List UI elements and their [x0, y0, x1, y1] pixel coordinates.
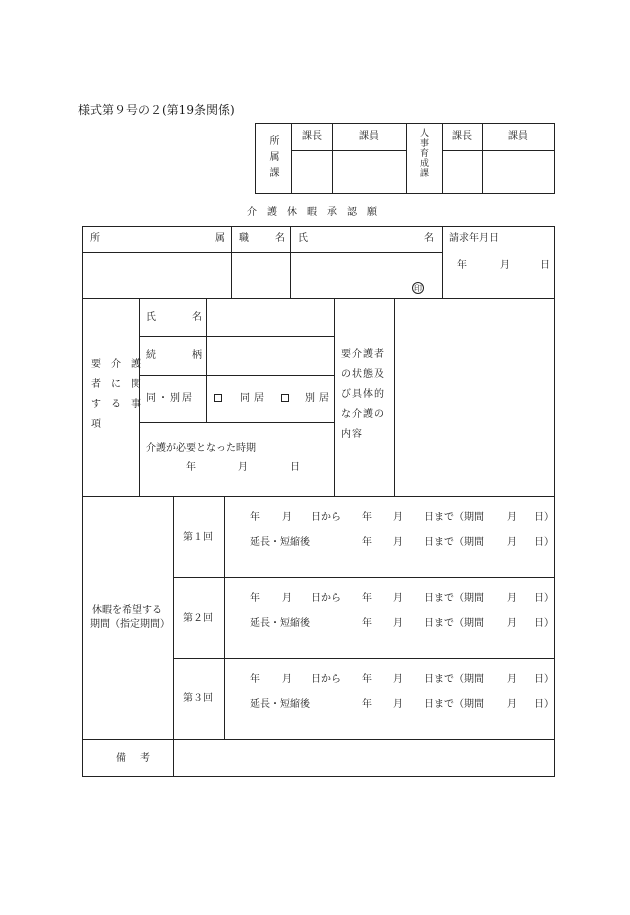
- divider: [394, 298, 395, 496]
- r3-tsuki: 月: [282, 674, 292, 685]
- r2-tsuki2: 月: [393, 593, 403, 604]
- kacho-label: 課長: [302, 131, 322, 142]
- divider: [82, 496, 555, 497]
- r1-ext-tsuki: 月: [393, 537, 403, 548]
- r3-ext-close: 日）: [534, 699, 554, 710]
- divider: [173, 658, 555, 659]
- r3-from: 日から: [311, 674, 341, 685]
- r3-tsuki2: 月: [393, 674, 403, 685]
- divider: [291, 123, 292, 194]
- divider: [139, 298, 140, 496]
- divider: [206, 298, 207, 422]
- name-label-a: 氏: [146, 312, 156, 323]
- kacho-label: 課長: [452, 131, 472, 142]
- option-separate: 別居: [305, 393, 333, 404]
- r2-extension: 延長・短縮後: [250, 618, 310, 629]
- r3-nen: 年: [250, 674, 260, 685]
- option-same: 同居: [240, 393, 268, 404]
- r2-tsuki3: 月: [507, 593, 517, 604]
- care-subject-label-2: 者 に 関: [91, 379, 141, 390]
- r1-ext-close: 日）: [534, 537, 554, 548]
- relation-label-b: 柄: [192, 350, 202, 361]
- divider: [291, 150, 406, 151]
- divider: [290, 226, 291, 298]
- since-nen: 年: [186, 462, 196, 473]
- r2-close: 日）: [534, 593, 554, 604]
- kain-label: 課員: [359, 131, 379, 142]
- r3-until: 日まで（期間: [424, 674, 484, 685]
- r1-close: 日）: [534, 512, 554, 523]
- state-label-3: び具体的: [341, 389, 385, 400]
- divider: [139, 422, 334, 423]
- shozoku-label: 所: [90, 233, 100, 244]
- main-form-frame: [82, 226, 555, 777]
- state-label-5: 内容: [341, 429, 363, 440]
- care-subject-label-3: す る 事: [91, 399, 141, 410]
- r1-tsuki2: 月: [393, 512, 403, 523]
- r3-extension: 延長・短縮後: [250, 699, 310, 710]
- checkbox-separate[interactable]: [281, 394, 289, 402]
- divider: [334, 298, 335, 496]
- state-label-4: な介護の: [341, 409, 385, 420]
- shoku-label: 職: [239, 233, 249, 244]
- date-hi: 日: [540, 260, 550, 271]
- checkbox-same[interactable]: [214, 394, 222, 402]
- r2-nen2: 年: [362, 593, 372, 604]
- divider: [82, 298, 555, 299]
- period-label-2: 期間（指定期間）: [90, 619, 170, 630]
- divider: [173, 577, 555, 578]
- date-nen: 年: [457, 260, 467, 271]
- r2-ext-tsuki: 月: [393, 618, 403, 629]
- r2-ext-nen: 年: [362, 618, 372, 629]
- r2-from: 日から: [311, 593, 341, 604]
- r3-ext-nen: 年: [362, 699, 372, 710]
- r2-tsuki: 月: [282, 593, 292, 604]
- relation-label-a: 続: [146, 350, 156, 361]
- divider: [442, 123, 443, 194]
- divider: [406, 123, 407, 194]
- r3-close: 日）: [534, 674, 554, 685]
- kain-label: 課員: [508, 131, 528, 142]
- r1-tsuki: 月: [282, 512, 292, 523]
- divider: [139, 375, 334, 376]
- round-2-label: 第２回: [183, 613, 213, 624]
- shoku-mei-label: 名: [275, 233, 285, 244]
- r3-tsuki3: 月: [507, 674, 517, 685]
- divider: [442, 226, 443, 298]
- shimei-mei-label: 名: [424, 233, 434, 244]
- since-tsuki: 月: [238, 462, 248, 473]
- divider: [482, 123, 483, 194]
- r1-nen2: 年: [362, 512, 372, 523]
- r2-until: 日まで（期間: [424, 593, 484, 604]
- date-tsuki: 月: [500, 260, 510, 271]
- state-label-2: の状態及: [341, 369, 385, 380]
- period-label-1: 休暇を希望する: [92, 605, 162, 616]
- divider: [231, 226, 232, 298]
- since-label: 介護が必要となった時期: [146, 443, 256, 454]
- r1-ext-until: 日まで（期間: [424, 537, 484, 548]
- divider: [139, 336, 334, 337]
- r3-ext-tsuki: 月: [393, 699, 403, 710]
- hr-label: 人事育成課: [418, 128, 428, 178]
- r2-ext-close: 日）: [534, 618, 554, 629]
- r3-nen2: 年: [362, 674, 372, 685]
- request-date-label: 請求年月日: [449, 233, 499, 244]
- divider: [224, 496, 225, 739]
- divider: [173, 496, 174, 777]
- care-subject-label-1: 要 介 護: [91, 359, 141, 370]
- r2-nen: 年: [250, 593, 260, 604]
- r2-ext-tsuki2: 月: [507, 618, 517, 629]
- divider: [442, 150, 555, 151]
- r1-until: 日まで（期間: [424, 512, 484, 523]
- shi-label: 氏: [298, 233, 308, 244]
- remarks-label: 備 考: [116, 753, 152, 764]
- form-title: 介 護 休 暇 承 認 願: [247, 207, 377, 218]
- since-hi: 日: [290, 462, 300, 473]
- seal-mark: 印: [414, 284, 422, 293]
- form-number: 様式第９号の２(第19条関係): [78, 103, 235, 117]
- zoku-label: 属: [215, 233, 225, 244]
- dept-label: 所属課: [267, 135, 278, 183]
- r1-nen: 年: [250, 512, 260, 523]
- r2-ext-until: 日まで（期間: [424, 618, 484, 629]
- r1-extension: 延長・短縮後: [250, 537, 310, 548]
- care-subject-label-4: 項: [91, 419, 101, 430]
- state-label-1: 要介護者: [341, 349, 385, 360]
- cohabit-label: 同・別居: [146, 393, 194, 404]
- r1-tsuki3: 月: [507, 512, 517, 523]
- r3-ext-tsuki2: 月: [507, 699, 517, 710]
- divider: [82, 739, 555, 740]
- name-label-b: 名: [192, 312, 202, 323]
- divider: [82, 252, 442, 253]
- r1-from: 日から: [311, 512, 341, 523]
- round-3-label: 第３回: [183, 693, 213, 704]
- r1-ext-tsuki2: 月: [507, 537, 517, 548]
- r1-ext-nen: 年: [362, 537, 372, 548]
- divider: [332, 123, 333, 194]
- round-1-label: 第１回: [183, 532, 213, 543]
- r3-ext-until: 日まで（期間: [424, 699, 484, 710]
